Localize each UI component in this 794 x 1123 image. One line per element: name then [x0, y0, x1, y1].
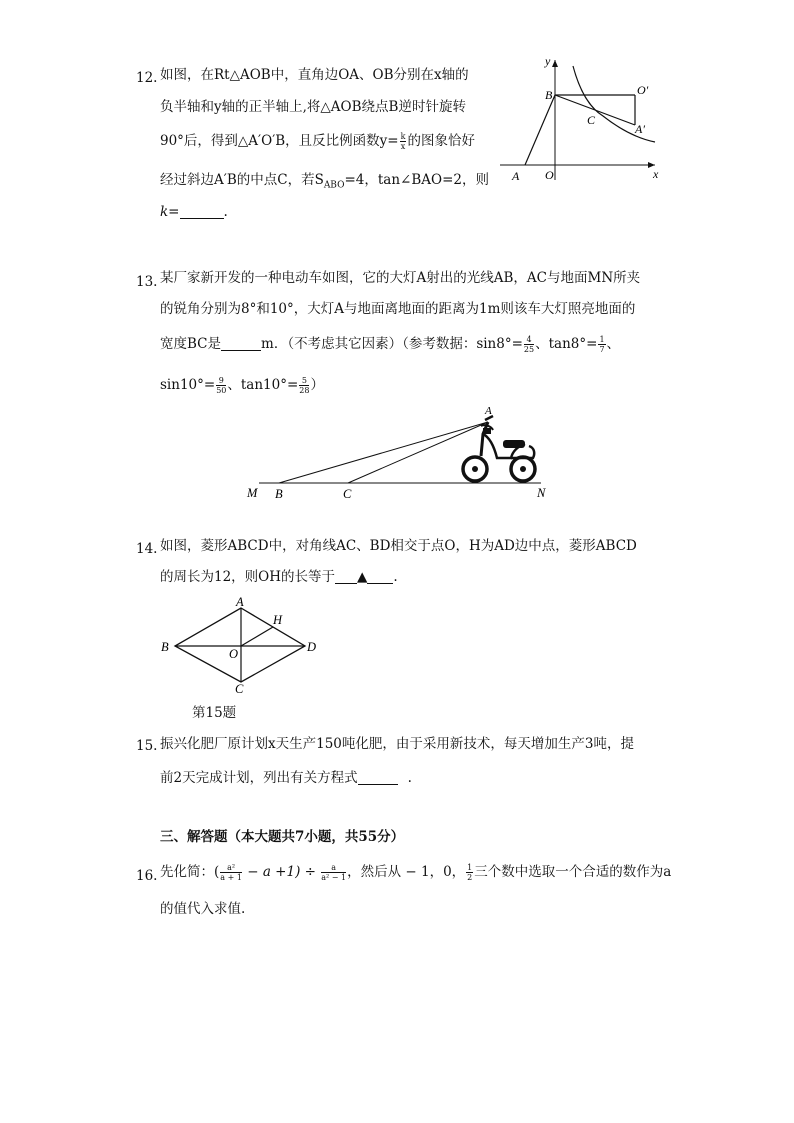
- answer-blank[interactable]: [221, 336, 261, 351]
- figure-q12-coordinate-graph: [495, 52, 675, 187]
- question-text-line: 如图，菱形ABCD中，对角线AC、BD相交于点O，H为AD边中点，菱形ABCD: [160, 538, 637, 554]
- question-text-line: [160, 202, 228, 222]
- light-ray-ac: [348, 422, 488, 483]
- question-number: 15.: [136, 738, 158, 754]
- label-o-prime: O′: [637, 83, 649, 97]
- text-segment: 的图象恰好: [407, 133, 475, 149]
- text-segment: k=: [160, 204, 180, 220]
- fraction: $\frac{1}{7}$: [599, 335, 605, 354]
- text-segment: .: [393, 569, 398, 585]
- label-h: H: [273, 613, 283, 627]
- text-segment: m．（不考虑其它因素）（参考数据：sin8°=: [261, 336, 523, 352]
- text-segment: ，然后从 − 1，0，: [347, 864, 466, 880]
- question-text-line: [160, 375, 324, 395]
- answer-blank[interactable]: [335, 569, 357, 584]
- text-segment: 宽度BC是: [160, 336, 222, 352]
- label-m: M: [247, 486, 258, 500]
- label-y: y: [545, 54, 551, 68]
- text-segment: =4，tan∠BAO=2，则: [344, 172, 490, 188]
- label-a: A: [512, 169, 520, 183]
- label-a: A: [485, 405, 492, 417]
- question-text-line: 负半轴和y轴的正半轴上,将△AOB绕点B逆时针旋转: [160, 99, 466, 115]
- text-segment: 三个数中选取一个合适的数作为a: [474, 864, 672, 880]
- question-text-line: [160, 768, 412, 788]
- figure-q13-scooter-headlight: [245, 398, 565, 508]
- label-n: N: [537, 486, 546, 500]
- text-segment: sin10°=: [160, 377, 216, 393]
- subscript: ABO: [323, 180, 345, 191]
- question-text-line: 的值代入求值.: [160, 901, 246, 917]
- label-o: O: [545, 168, 554, 182]
- question-number: 14.: [136, 541, 158, 557]
- text-segment: 、: [606, 336, 621, 352]
- fraction: $\frac{5}{28}$: [299, 376, 310, 395]
- question-text-line: [160, 170, 489, 196]
- figure-caption: 第15题: [192, 705, 237, 721]
- question-text-line: 某厂家新开发的一种电动车如图，它的大灯A射出的光线AB，AC与地面MN所夹: [160, 270, 641, 286]
- answer-blank[interactable]: [358, 770, 398, 785]
- label-c: C: [343, 487, 352, 501]
- text-segment: 的周长为12，则OH的长等于: [160, 569, 336, 585]
- question-text-line: [160, 334, 620, 354]
- text-segment: ）: [310, 377, 324, 393]
- label-o: O: [229, 647, 239, 661]
- fraction: $\frac{a}{\text{a² − 1}}$: [321, 863, 347, 882]
- question-text-line: [160, 567, 398, 587]
- fraction: $\frac{4}{25}$: [523, 335, 535, 354]
- text-segment: 90°后，得到△A′O′B，且反比例函数y=: [160, 133, 399, 149]
- question-text-line: 的锐角分别为8°和10°，大灯A与地面离地面的距离为1m则该车大灯照亮地面的: [160, 301, 636, 317]
- y-axis-arrow: [552, 60, 558, 67]
- answer-blank[interactable]: [367, 569, 393, 584]
- light-ray-ab: [279, 422, 488, 483]
- text-segment: .: [407, 770, 412, 786]
- question-number: 16.: [136, 868, 158, 884]
- segment-oh: [241, 627, 273, 646]
- text-segment: .: [223, 204, 228, 220]
- rhombus-abcd: [175, 608, 305, 682]
- text-segment: 、tan8°=: [535, 336, 598, 352]
- text-segment: 前2天完成计划，列出有关方程式: [160, 770, 358, 786]
- figure-q14-rhombus: [155, 594, 325, 696]
- label-d: D: [307, 640, 317, 654]
- answer-blank[interactable]: [180, 204, 224, 219]
- question-text-line: [160, 131, 475, 151]
- text-segment: − a +1) ÷: [242, 864, 321, 880]
- fraction: $\frac{9}{50}$: [216, 376, 227, 395]
- segment-ab: [525, 95, 555, 165]
- text-segment: 经过斜边A′B的中点C，若S: [160, 172, 324, 188]
- label-c: C: [587, 113, 596, 127]
- question-text-line: 如图，在Rt△AOB中，直角边OA、OB分别在x轴的: [160, 67, 469, 83]
- label-c: C: [235, 682, 244, 696]
- fraction: $\frac{1}{2}$: [467, 863, 473, 882]
- fraction: $\frac{k}{x}$: [400, 132, 406, 151]
- text-segment: 、tan10°=: [227, 377, 299, 393]
- label-b: B: [275, 487, 283, 501]
- question-text-line: [160, 862, 671, 882]
- question-number: 12.: [136, 70, 158, 86]
- fraction: $\frac{\text{a²}}{a + 1}$: [220, 863, 242, 882]
- text-segment: 先化简：(: [160, 864, 220, 880]
- label-a: A: [236, 595, 244, 609]
- label-a-prime: A′: [635, 122, 645, 136]
- question-text-line: 振兴化肥厂原计划x天生产150吨化肥，由于采用新技术，每天增加生产3吨，提: [160, 736, 634, 752]
- question-number: 13.: [136, 274, 158, 290]
- section-heading: 三、解答题（本大题共7小题，共55分）: [160, 829, 405, 845]
- answer-mark: ▲: [357, 569, 368, 585]
- label-b: B: [545, 88, 553, 102]
- label-x: x: [653, 167, 659, 181]
- label-b: B: [161, 640, 169, 654]
